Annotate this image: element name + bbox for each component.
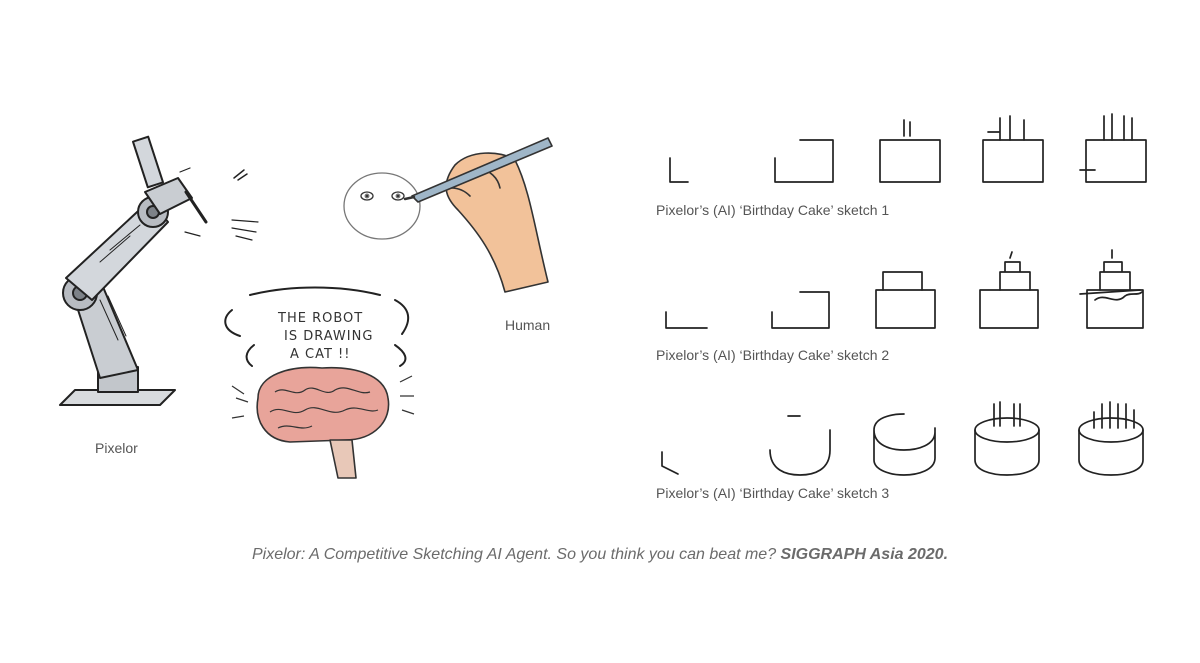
brain-illustration	[232, 367, 414, 478]
human-hand-illustration	[405, 138, 552, 292]
sketch-2-label: Pixelor’s (AI) ‘Birthday Cake’ sketch 2	[656, 347, 890, 363]
thought-line-3: A CAT !!	[290, 347, 351, 362]
cake-row-1	[670, 114, 1146, 182]
human-label: Human	[505, 317, 551, 333]
caption-venue: SIGGRAPH Asia 2020.	[780, 546, 949, 563]
pixelor-label: Pixelor	[95, 440, 138, 456]
sketch-3-label: Pixelor’s (AI) ‘Birthday Cake’ sketch 3	[656, 485, 890, 501]
thought-line-2: IS DRAWING	[284, 329, 374, 344]
caption-main: Pixelor: A Competitive Sketching AI Agent. So you think you can beat me?	[251, 546, 781, 563]
thought-line-1: THE ROBOT	[278, 311, 364, 326]
figure-caption	[0, 546, 1200, 564]
sketch-1-label: Pixelor’s (AI) ‘Birthday Cake’ sketch 1	[656, 202, 890, 218]
robot-arm-illustration	[60, 137, 258, 405]
birthday-cake-sketch-grid	[662, 114, 1146, 475]
cake-row-3	[662, 402, 1143, 475]
face-sketch	[344, 173, 420, 239]
cake-row-2	[666, 250, 1143, 328]
